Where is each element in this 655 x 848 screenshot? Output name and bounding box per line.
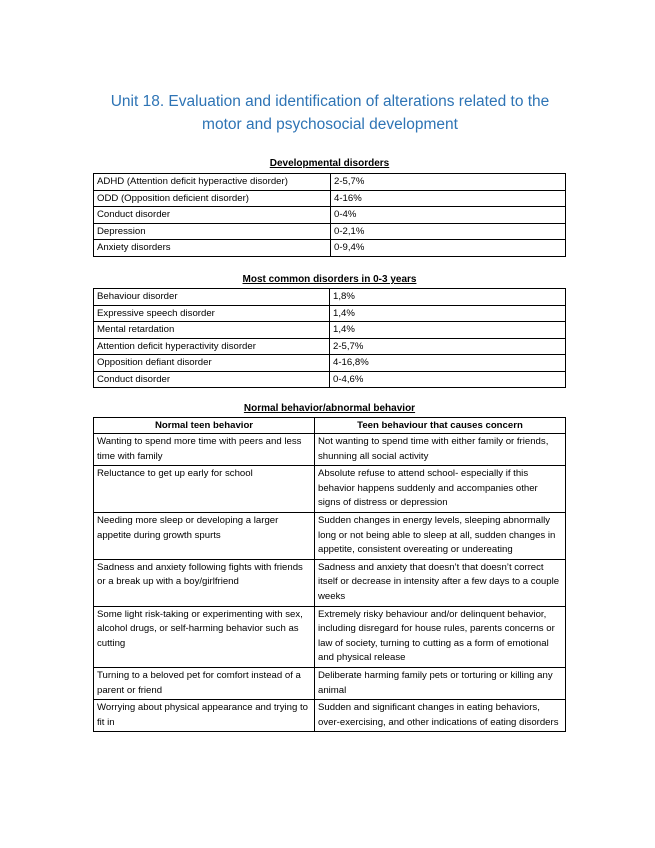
table-row	[94, 190, 566, 207]
disorder-value: 2-5,7%	[330, 338, 566, 355]
common-disorders-caption: Most common disorders in 0-3 years	[242, 274, 417, 285]
normal-behavior-cell: Some light risk-taking or experimenting with sex, alcohol drugs, or self-harming behavior such as cutting	[94, 606, 315, 667]
concern-behavior-cell: Sudden and significant changes in eating behaviors, over-exercising, and other indications of eating disorders	[315, 700, 566, 732]
concern-behavior-cell: Not wanting to spend time with either family or friends, shunning all social activity	[315, 434, 566, 466]
disorder-name: Behaviour disorder	[94, 289, 330, 306]
disorder-name: ODD (Opposition deficient disorder)	[94, 190, 331, 207]
common-disorders-table	[93, 288, 566, 388]
normal-behavior-cell: Wanting to spend more time with peers and less time with family	[94, 434, 315, 466]
disorder-name: Conduct disorder	[94, 371, 330, 388]
concern-behavior-cell: Extremely risky behaviour and/or delinquent behavior, including disregard for house rules, parents concerns or law of society, turning to cutting as a form of emotional and physical release	[315, 606, 566, 667]
disorder-value: 0-2,1%	[331, 223, 566, 240]
disorder-value: 4-16%	[331, 190, 566, 207]
table-row	[94, 223, 566, 240]
normal-behavior-cell: Worrying about physical appearance and trying to fit in	[94, 700, 315, 732]
table-row	[94, 322, 566, 339]
page-title-line-1: Unit 18. Evaluation and identification of alterations related to the	[110, 93, 550, 110]
column-header-concern: Teen behaviour that causes concern	[315, 418, 566, 434]
disorder-value: 1,4%	[330, 322, 566, 339]
disorder-name: Depression	[94, 223, 331, 240]
table-row	[94, 289, 566, 306]
concern-behavior-cell: Sadness and anxiety that doesn’t that doesn’t correct itself or decrease in intensity after a few days to a couple weeks	[315, 559, 566, 606]
table-row	[94, 606, 566, 667]
normal-behavior-cell: Reluctance to get up early for school	[94, 466, 315, 513]
disorder-name: Expressive speech disorder	[94, 305, 330, 322]
page-title-line-2: motor and psychosocial development	[202, 116, 458, 133]
table-row	[94, 338, 566, 355]
table-row	[94, 355, 566, 372]
behavior-table	[93, 417, 566, 732]
disorder-name: Mental retardation	[94, 322, 330, 339]
column-header-normal: Normal teen behavior	[94, 418, 315, 434]
disorder-name: Attention deficit hyperactivity disorder	[94, 338, 330, 355]
concern-behavior-cell: Sudden changes in energy levels, sleeping abnormally long or not being able to sleep at all, sudden changes in appetite, consistent overeating or undereating	[315, 512, 566, 559]
table-row	[94, 667, 566, 699]
disorder-value: 0-4%	[331, 207, 566, 224]
disorder-name: Opposition defiant disorder	[94, 355, 330, 372]
disorder-value: 0-4,6%	[330, 371, 566, 388]
normal-behavior-cell: Turning to a beloved pet for comfort instead of a parent or friend	[94, 667, 315, 699]
table-row	[94, 305, 566, 322]
table-row	[94, 371, 566, 388]
normal-behavior-cell: Sadness and anxiety following fights with friends or a break up with a boy/girlfriend	[94, 559, 315, 606]
disorder-name: Anxiety disorders	[94, 240, 331, 257]
table-row	[94, 512, 566, 559]
table-row	[94, 700, 566, 732]
concern-behavior-cell: Absolute refuse to attend school- especially if this behavior happens suddenly and accompanies other signs of distress or depression	[315, 466, 566, 513]
normal-behavior-cell: Needing more sleep or developing a larger appetite during growth spurts	[94, 512, 315, 559]
table-header-row	[94, 418, 566, 434]
behavior-caption: Normal behavior/abnormal behavior	[243, 403, 416, 414]
disorder-value: 0-9,4%	[331, 240, 566, 257]
table-row	[94, 207, 566, 224]
table-row	[94, 559, 566, 606]
disorder-value: 1,8%	[330, 289, 566, 306]
table-row	[94, 466, 566, 513]
page-title	[95, 90, 565, 136]
developmental-disorders-table	[93, 173, 566, 257]
concern-behavior-cell: Deliberate harming family pets or torturing or killing any animal	[315, 667, 566, 699]
disorder-value: 1,4%	[330, 305, 566, 322]
table-row	[94, 174, 566, 191]
table-row	[94, 240, 566, 257]
disorder-value: 2-5,7%	[331, 174, 566, 191]
disorder-value: 4-16,8%	[330, 355, 566, 372]
developmental-disorders-caption: Developmental disorders	[269, 158, 390, 169]
disorder-name: Conduct disorder	[94, 207, 331, 224]
disorder-name: ADHD (Attention deficit hyperactive disorder)	[94, 174, 331, 191]
table-row	[94, 434, 566, 466]
